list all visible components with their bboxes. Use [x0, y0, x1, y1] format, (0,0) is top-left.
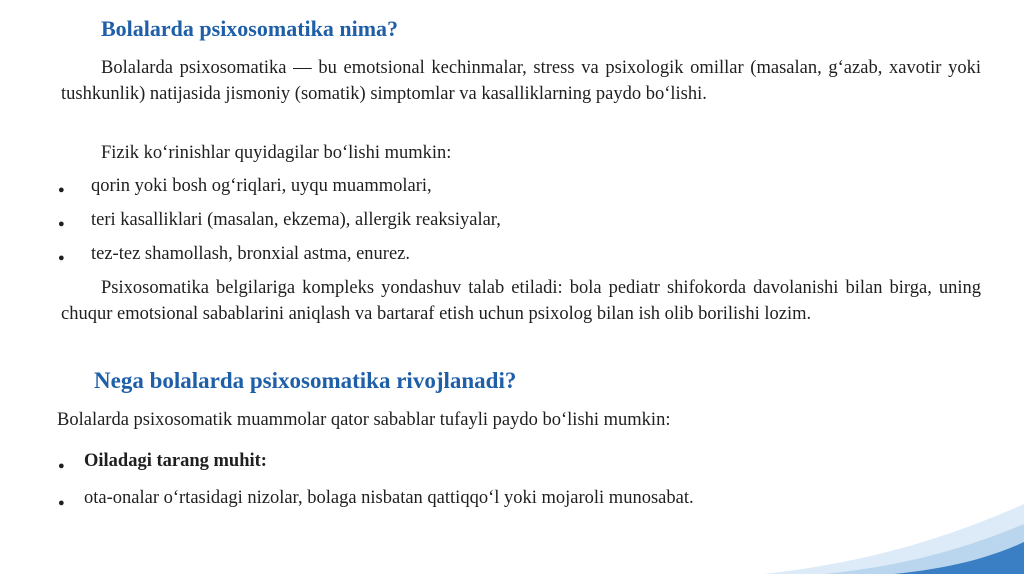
bullet-icon: ● [58, 218, 65, 230]
section-heading-what-is: Bolalarda psixosomatika nima? [101, 16, 399, 41]
list-item: ota-onalar o‘rtasidagi nizolar, bolaga nisbatan qattiqqo‘l yoki mojaroli munosabat. [84, 488, 694, 508]
decorative-swoosh [764, 494, 1024, 574]
approach-paragraph: Psixosomatika belgilariga kompleks yondashuv talab etiladi: bola pediatr shifokorda davolanishi bilan birga, uning chuqur emotsional sabablarini aniqlash va bartaraf etish uchun psixolog bilan ish olib borilishi lozim. [61, 278, 981, 324]
bullet-icon: ● [58, 497, 65, 509]
list-item: teri kasalliklari (masalan, ekzema), allergik reaksiyalar, [91, 210, 501, 230]
list-item: Oiladagi tarang muhit: [84, 451, 267, 471]
bullet-icon: ● [58, 184, 65, 196]
causes-intro: Bolalarda psixosomatik muammolar qator sabablar tufayli paydo bo‘lishi mumkin: [57, 410, 671, 430]
list-item: qorin yoki bosh og‘riqlari, uyqu muammolari, [91, 176, 432, 196]
section-heading-why: Nega bolalarda psixosomatika rivojlanadi? [94, 368, 517, 393]
definition-paragraph: Bolalarda psixosomatika — bu emotsional kechinmalar, stress va psixologik omillar (masalan, g‘azab, xavotir yoki tushkunlik) natijasida jismoniy (somatik) simptomlar va kasalliklarning paydo bo‘lishi. [61, 58, 981, 104]
bullet-icon: ● [58, 460, 65, 472]
list-item: tez-tez shamollash, bronxial astma, enurez. [91, 244, 410, 264]
bullet-icon: ● [58, 252, 65, 264]
physical-signs-intro: Fizik ko‘rinishlar quyidagilar bo‘lishi mumkin: [101, 143, 452, 163]
